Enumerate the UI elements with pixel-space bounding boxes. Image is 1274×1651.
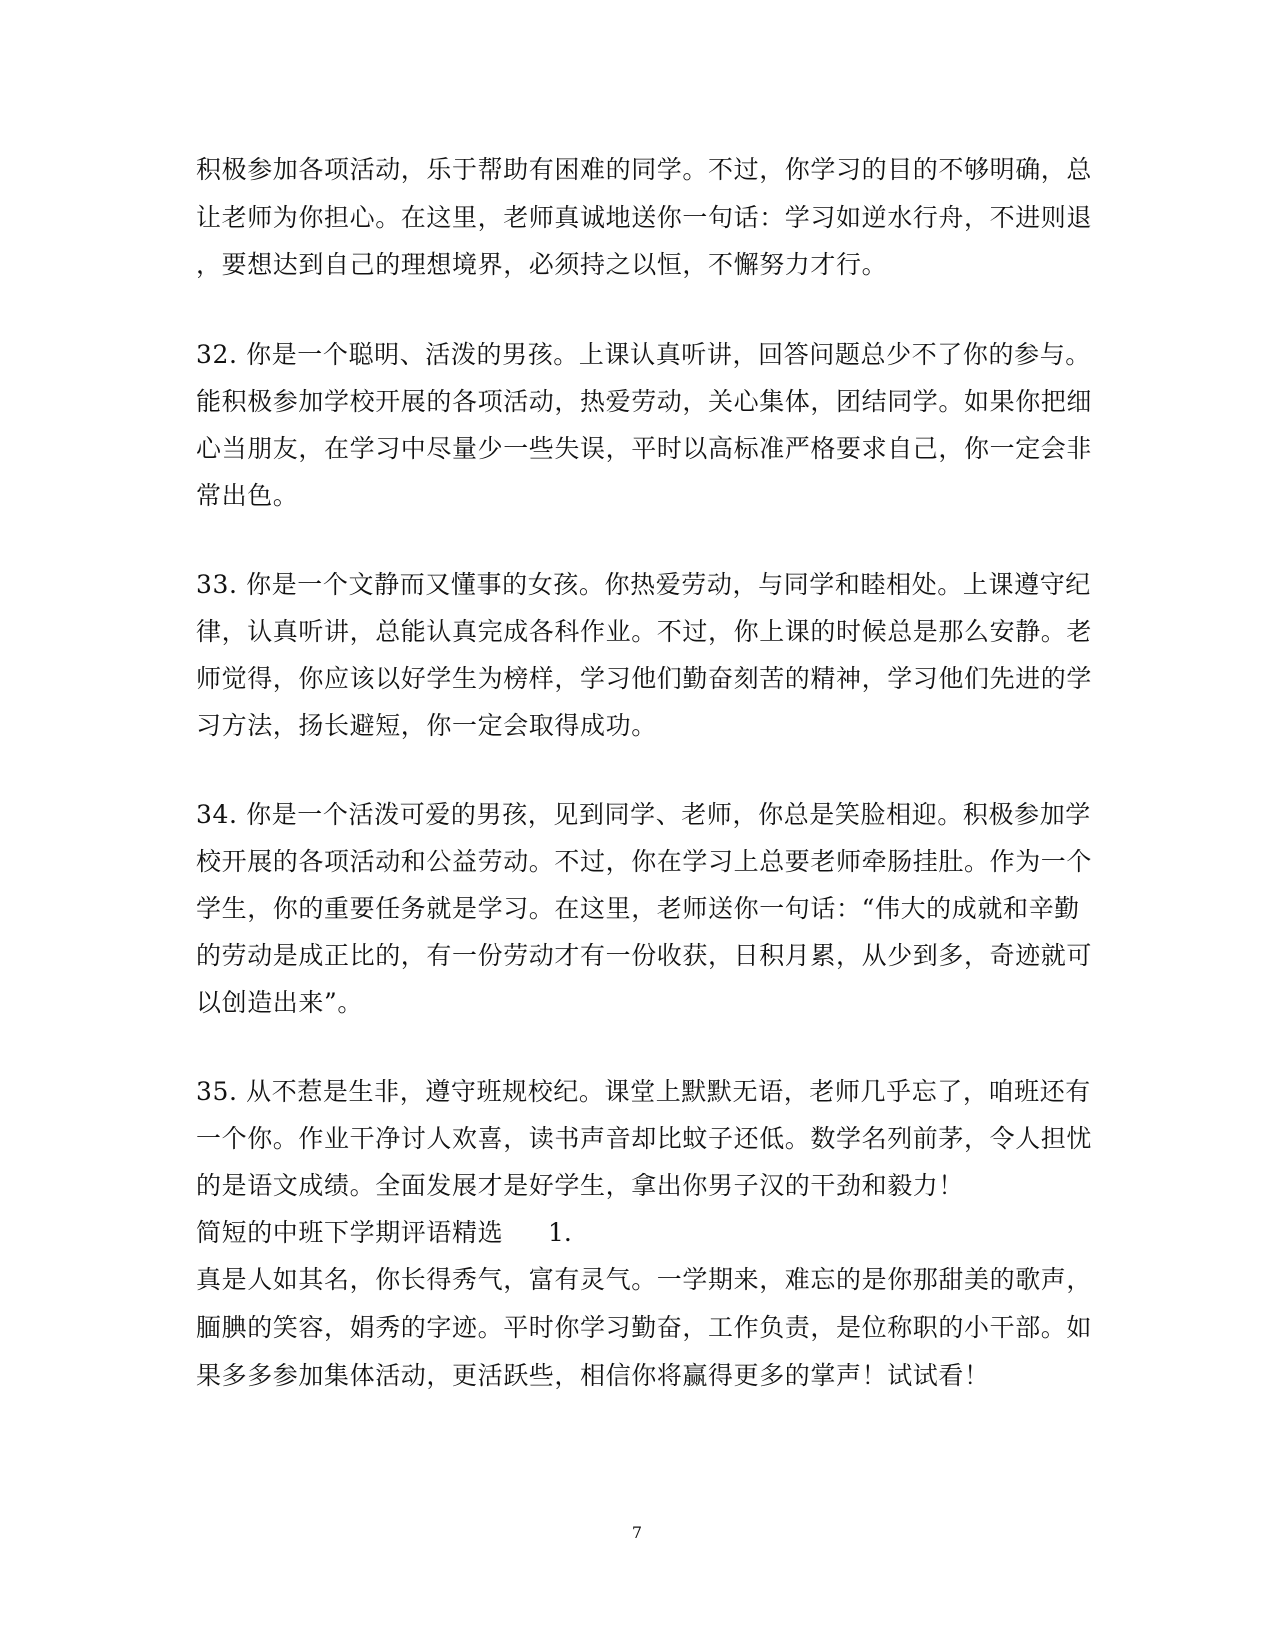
section-paragraph-line-2: 腼腆的笑容，娟秀的字迹。平时你学习勤奋，工作负责，是位称职的小干部。如 [196,1313,1093,1342]
paragraph-32-line-2: 能积极参加学校开展的各项活动，热爱劳动，关心集体，团结同学。如果你把细 [196,387,1093,416]
section-paragraph-line-3: 果多多参加集体活动，更活跃些，相信你将赢得更多的掌声！试试看！ [196,1361,990,1390]
section-title: 简短的中班下学期评语精选 [196,1218,504,1247]
paragraph-34-line-1: 34. 你是一个活泼可爱的男孩，见到同学、老师，你总是笑脸相迎。积极参加学 [196,800,1091,829]
paragraph-32-line-4: 常出色。 [196,481,299,510]
paragraph-35-line-2: 一个你。作业干净讨人欢喜，读书声音却比蚊子还低。数学名列前茅，令人担忧 [196,1124,1093,1153]
page-number: 7 [631,1523,643,1542]
paragraph-33-line-3: 师觉得，你应该以好学生为榜样，学习他们勤奋刻苦的精神，学习他们先进的学 [196,664,1093,693]
paragraph-33-line-1: 33. 你是一个文静而又懂事的女孩。你热爱劳动，与同学和睦相处。上课遵守纪 [196,570,1091,599]
paragraph-32-line-1: 32. 你是一个聪明、活泼的男孩。上课认真听讲，回答问题总少不了你的参与。 [196,340,1091,369]
paragraph-31-line-1: 积极参加各项活动，乐于帮助有困难的同学。不过，你学习的目的不够明确，总 [196,155,1093,184]
paragraph-35-line-3: 的是语文成绩。全面发展才是好学生，拿出你男子汉的干劲和毅力！ [196,1171,965,1200]
paragraph-34-line-2: 校开展的各项活动和公益劳动。不过，你在学习上总要老师牵肠挂肚。作为一个 [196,847,1093,876]
paragraph-34-line-4: 的劳动是成正比的，有一份劳动才有一份收获，日积月累，从少到多，奇迹就可 [196,941,1093,970]
paragraph-31-line-2: 让老师为你担心。在这里，老师真诚地送你一句话：学习如逆水行舟，不进则退 [196,203,1093,232]
section-number: 1. [548,1218,572,1247]
paragraph-33-line-4: 习方法，扬长避短，你一定会取得成功。 [196,711,657,740]
paragraph-34-line-3: 学生，你的重要任务就是学习。在这里，老师送你一句话：“伟大的成就和辛勤 [196,894,1080,923]
paragraph-34-line-5: 以创造出来”。 [196,988,363,1017]
paragraph-32-line-3: 心当朋友，在学习中尽量少一些失误，平时以高标准严格要求自己，你一定会非 [196,434,1093,463]
paragraph-31-line-3: ，要想达到自己的理想境界，必须持之以恒，不懈努力才行。 [196,250,888,279]
paragraph-33-line-2: 律，认真听讲，总能认真完成各科作业。不过，你上课的时候总是那么安静。老 [196,617,1093,646]
paragraph-35-line-1: 35. 从不惹是生非，遵守班规校纪。课堂上默默无语，老师几乎忘了，咱班还有 [196,1077,1091,1106]
section-paragraph-line-1: 真是人如其名，你长得秀气，富有灵气。一学期来，难忘的是你那甜美的歌声， [196,1265,1093,1294]
